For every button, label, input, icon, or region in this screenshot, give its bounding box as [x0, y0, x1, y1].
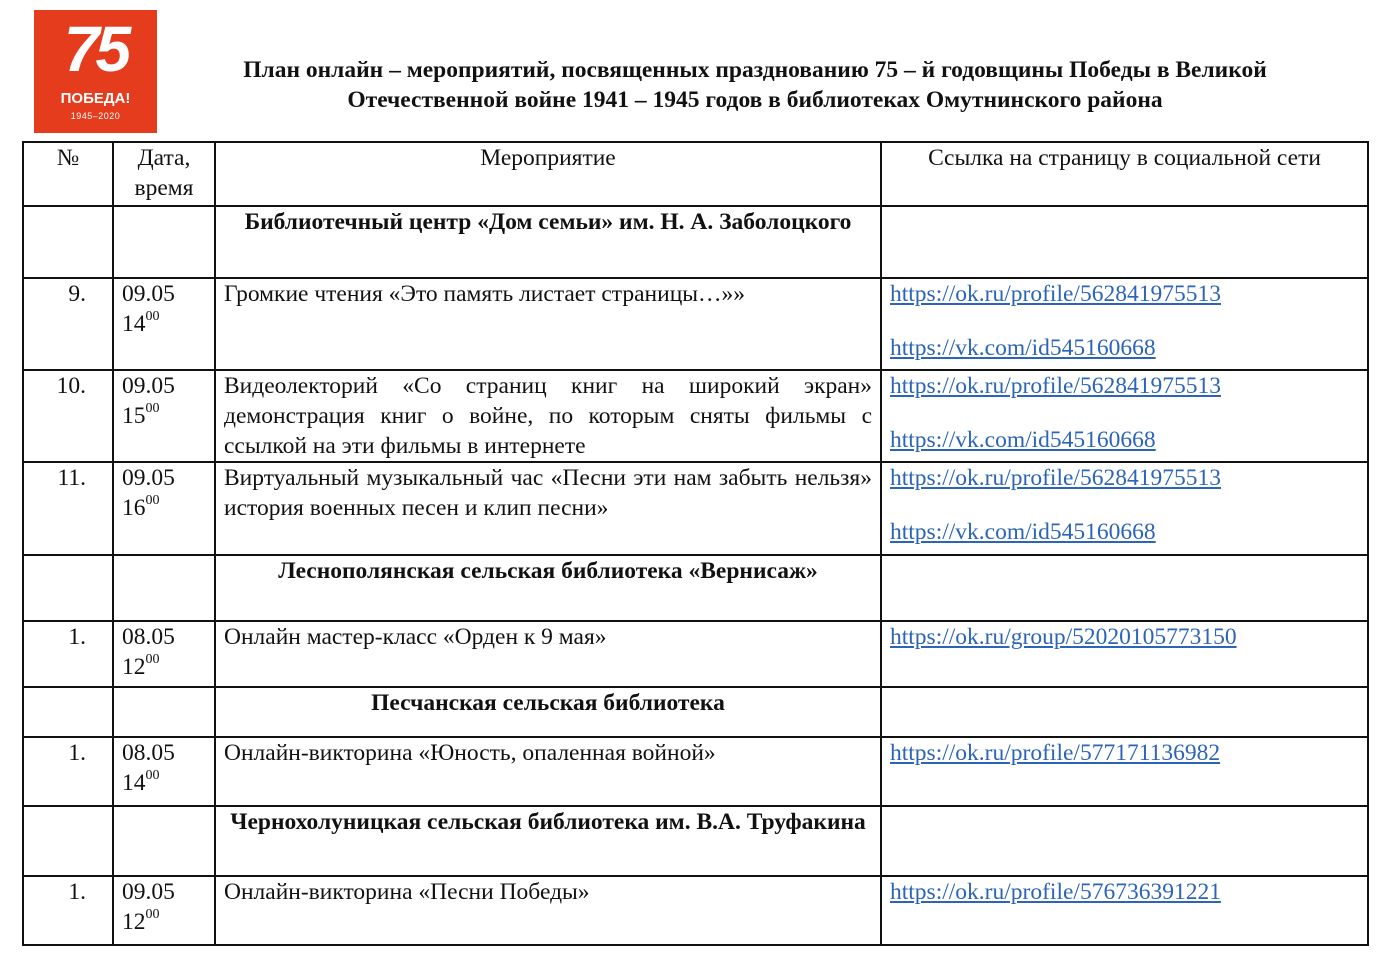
row-number: 1. — [23, 737, 113, 806]
row-links — [881, 737, 1368, 806]
document-title: План онлайн – мероприятий, посвященных празднованию 75 – й годовщины Победы в Великой Отечественной войне 1941 – 1945 годов в библиотеках Омутнинского района — [243, 57, 1267, 113]
section-title: Песчанская сельская библиотека — [215, 687, 881, 737]
social-link[interactable]: https://vk.com/id545160668 — [890, 427, 1156, 453]
row-date: 09.05 — [122, 281, 175, 307]
section-date-cell — [113, 206, 215, 278]
row-datetime — [113, 278, 215, 370]
social-link[interactable]: https://ok.ru/group/52020105773150 — [890, 624, 1237, 650]
section-link-cell — [881, 555, 1368, 621]
logo-number: 75 — [63, 13, 128, 85]
logo-years: 1945–2020 — [70, 111, 121, 121]
row-links — [881, 876, 1368, 945]
row-time-hour: 14 — [122, 311, 146, 337]
row-datetime — [113, 370, 215, 462]
social-link[interactable]: https://ok.ru/profile/562841975513 — [890, 465, 1221, 491]
section-num-cell — [23, 206, 113, 278]
row-time-hour: 15 — [122, 403, 146, 429]
header-num: № — [23, 142, 113, 206]
row-number: 10. — [23, 370, 113, 462]
row-time — [122, 401, 206, 431]
table-row — [23, 621, 1368, 687]
row-links — [881, 370, 1368, 462]
section-num-cell — [23, 806, 113, 876]
row-time — [122, 907, 206, 937]
row-date: 09.05 — [122, 373, 175, 399]
row-event: Онлайн мастер-класс «Орден к 9 мая» — [215, 621, 881, 687]
row-time-hour: 12 — [122, 654, 146, 680]
row-time — [122, 493, 206, 523]
row-time — [122, 309, 206, 339]
section-date-cell — [113, 555, 215, 621]
row-time — [122, 768, 206, 798]
row-event: Виртуальный музыкальный час «Песни эти нам забыть нельзя» история военных песен и клип песни» — [215, 462, 881, 555]
row-datetime — [113, 462, 215, 555]
section-row — [23, 687, 1368, 737]
section-num-cell — [23, 687, 113, 737]
section-row — [23, 206, 1368, 278]
section-link-cell — [881, 806, 1368, 876]
row-date: 08.05 — [122, 624, 175, 650]
row-links — [881, 278, 1368, 370]
social-link[interactable]: https://ok.ru/profile/577171136982 — [890, 740, 1221, 766]
row-datetime — [113, 737, 215, 806]
row-time-minutes: 00 — [145, 401, 160, 417]
row-time-minutes: 00 — [145, 907, 160, 923]
logo-word: ПОБЕДА! — [60, 90, 131, 107]
row-date: 08.05 — [122, 740, 175, 766]
section-link-cell — [881, 206, 1368, 278]
row-links — [881, 621, 1368, 687]
table-row — [23, 462, 1368, 555]
row-datetime — [113, 876, 215, 945]
row-time-minutes: 00 — [145, 493, 160, 509]
section-num-cell — [23, 555, 113, 621]
section-row — [23, 806, 1368, 876]
row-event: Громкие чтения «Это память листает страницы…»» — [215, 278, 881, 370]
section-title: Библиотечный центр «Дом семьи» им. Н. А. Заболоцкого — [215, 206, 881, 278]
section-title: Чернохолуницкая сельская библиотека им. В.А. Труфакина — [215, 806, 881, 876]
events-table — [22, 141, 1369, 946]
row-event: Видеолекторий «Со страниц книг на широкий экран» демонстрация книг о войне, по которым сняты фильмы с ссылкой на эти фильмы в интернете — [215, 370, 881, 462]
section-row — [23, 555, 1368, 621]
victory-75-logo — [34, 10, 157, 133]
table-row — [23, 370, 1368, 462]
table-body — [23, 206, 1368, 945]
row-time-hour: 16 — [122, 495, 146, 521]
section-title: Леснополянская сельская библиотека «Вернисаж» — [215, 555, 881, 621]
section-link-cell — [881, 687, 1368, 737]
social-link[interactable]: https://ok.ru/profile/562841975513 — [890, 373, 1221, 399]
social-link[interactable]: https://vk.com/id545160668 — [890, 335, 1156, 361]
row-number: 1. — [23, 621, 113, 687]
row-date: 09.05 — [122, 879, 175, 905]
table-row — [23, 737, 1368, 806]
section-date-cell — [113, 806, 215, 876]
section-date-cell — [113, 687, 215, 737]
row-links — [881, 462, 1368, 555]
social-link[interactable]: https://ok.ru/profile/562841975513 — [890, 281, 1221, 307]
row-time — [122, 652, 206, 682]
row-time-minutes: 00 — [145, 768, 160, 784]
row-number: 11. — [23, 462, 113, 555]
row-time-minutes: 00 — [145, 652, 160, 668]
table-row — [23, 876, 1368, 945]
row-date: 09.05 — [122, 465, 175, 491]
row-number: 1. — [23, 876, 113, 945]
row-event: Онлайн-викторина «Юность, опаленная войной» — [215, 737, 881, 806]
table-header-row — [23, 142, 1368, 206]
row-datetime — [113, 621, 215, 687]
row-time-hour: 12 — [122, 909, 146, 935]
header-date: Дата, время — [113, 142, 215, 206]
row-event: Онлайн-викторина «Песни Победы» — [215, 876, 881, 945]
table-row — [23, 278, 1368, 370]
social-link[interactable]: https://ok.ru/profile/576736391221 — [890, 879, 1221, 905]
row-time-minutes: 00 — [145, 309, 160, 325]
header-event: Мероприятие — [215, 142, 881, 206]
social-link[interactable]: https://vk.com/id545160668 — [890, 519, 1156, 545]
row-number: 9. — [23, 278, 113, 370]
row-time-hour: 14 — [122, 770, 146, 796]
header-link: Ссылка на страницу в социальной сети — [881, 142, 1368, 206]
